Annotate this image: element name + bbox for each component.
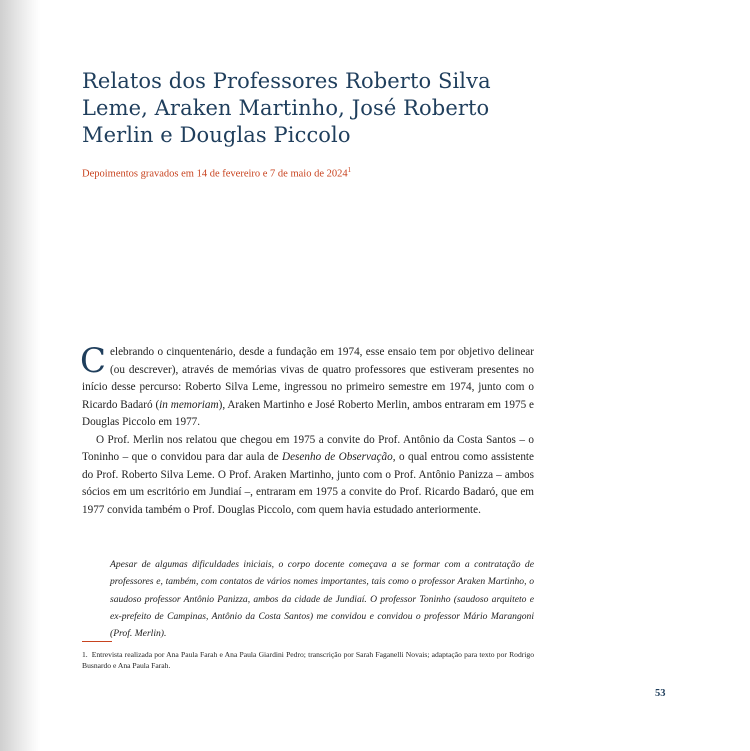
footnote — [82, 649, 534, 671]
block-quote: Apesar de algumas dificuldades iniciais, o corpo docente começava a se formar com a contratação de professores e, também, com contatos de vários nomes importantes, tais como o professor Araken Martinho, o saudoso professor Antônio Panizza, ambos da cidade de Jundiaí. O professor Toninho (saudoso arquiteto e ex-prefeito de Campinas, Antônio da Costa Santos) me convidou e convidou o professor Mário Marangoni (Prof. Merlin). — [110, 559, 534, 640]
paragraph-1 — [80, 341, 534, 432]
paragraph-2 — [82, 432, 534, 520]
page-gutter-shadow — [0, 0, 40, 751]
paragraph-1-emphasis: in memoriam — [159, 398, 219, 411]
drop-cap: C — [80, 341, 107, 381]
article-title: Relatos dos Professores Roberto Silva Leme, Araken Martinho, José Roberto Merlin e Douglas Piccolo — [82, 69, 491, 147]
footnote-text: Entrevista realizada por Ana Paula Farah e Ana Paula Giardini Pedro; transcrição por Sarah Faganelli Novais; adaptação para texto por Rodrigo Busnardo e Ana Paula Farah. — [82, 650, 534, 670]
footnote-number: 1. — [82, 650, 88, 659]
article-subtitle — [82, 166, 351, 180]
paragraph-2-emphasis: Desenho de Observação — [282, 451, 393, 463]
subtitle-text: Depoimentos gravados em 14 de fevereiro e 7 de maio de 2024 — [82, 168, 348, 180]
paragraph-1-text-b: ), Araken Martinho e José Roberto Merlin, ambos entraram em 1975 e Douglas Piccolo em 1977. — [82, 398, 534, 428]
paragraph-2-text-a: O Prof. Merlin nos relatou que chegou em 1975 a convite do Prof. Antônio da Costa Santos – o Toninho – que o convidou para dar aula de — [82, 433, 534, 463]
footnote-ref[interactable]: 1 — [347, 166, 352, 174]
page-number: 53 — [655, 688, 666, 699]
article-body — [80, 341, 535, 519]
footnote-divider — [82, 641, 112, 642]
paragraph-1-text-a: elebrando o cinquentenário, desde a fundação em 1974, esse ensaio tem por objetivo delinear (ou descrever), através de memórias vivas de quatro professores que estiveram presentes no início desse percurso: Roberto Silva Leme, ingressou no primeiro semestre em 1974, junto com o Ricardo Badaró ( — [82, 346, 534, 411]
paragraph-2-text-b: , o qual entrou como assistente do Prof. Roberto Silva Leme. O Prof. Araken Martinho, junto com o Prof. Antônio Panizza – ambos sócios em um escritório em Jundiaí –, entraram em 1975 a convite do Prof. Ricardo Badaró, que em 1977 convida também o Prof. Douglas Piccolo, com quem havia estudado anteriormente. — [82, 451, 535, 516]
